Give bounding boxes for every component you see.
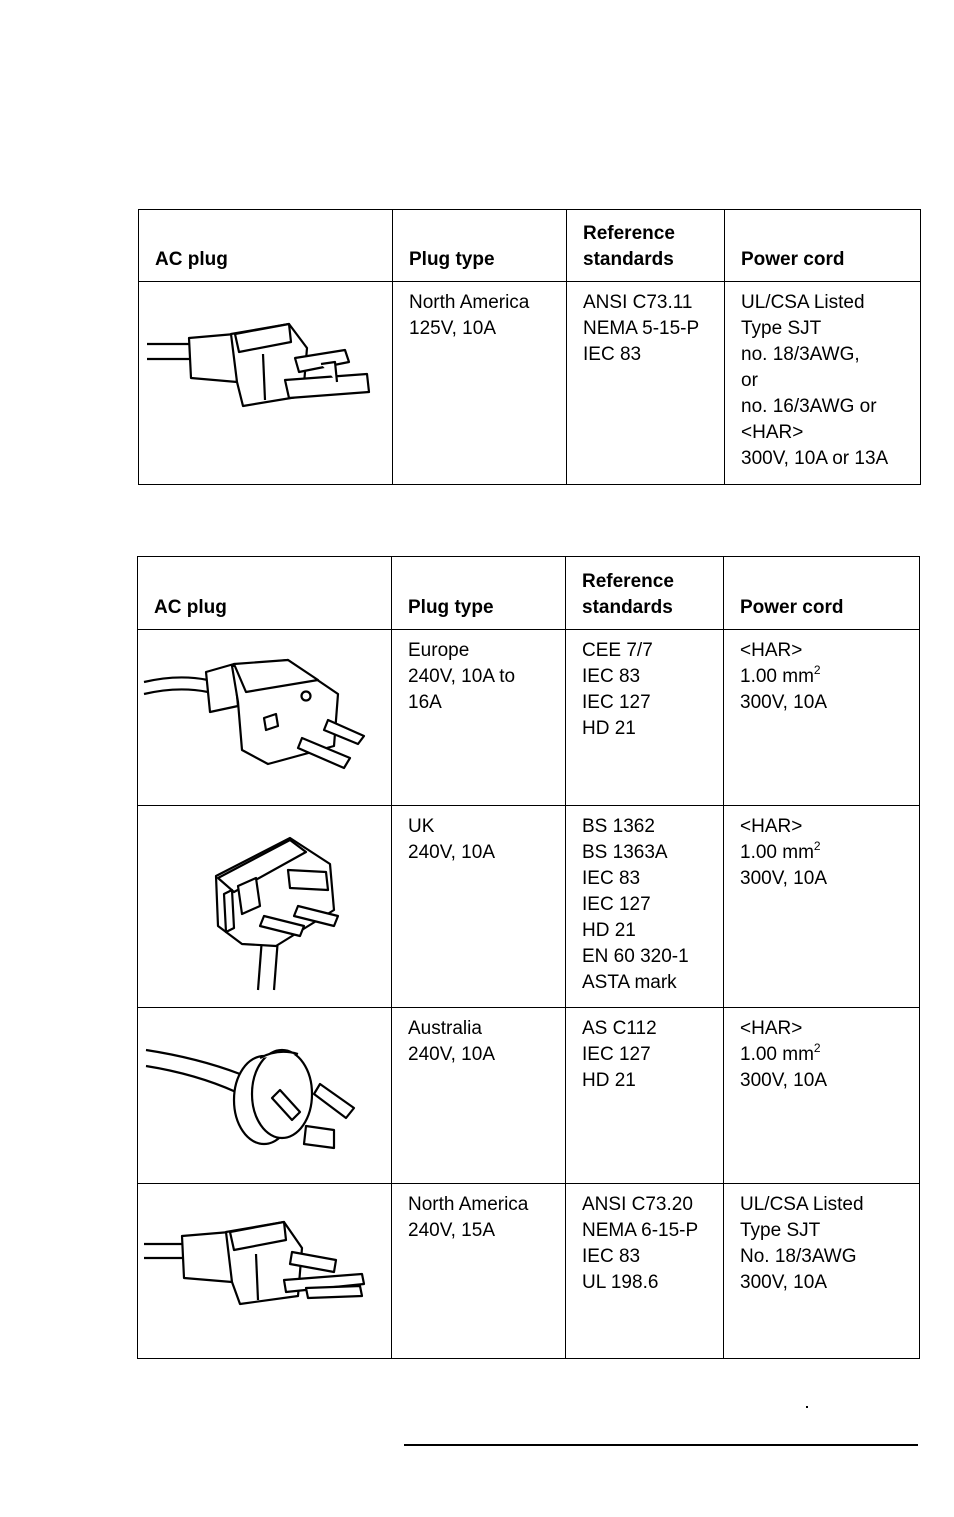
power-cord-cell: UL/CSA Listed Type SJT no. 18/3AWG, or no. 16/3AWG or <HAR> 300V, 10A or 13A [725, 282, 921, 485]
ac-plug-cell [138, 630, 392, 806]
table-row [138, 806, 920, 1008]
europe-schuko-plug-icon [138, 630, 392, 802]
header-power-cord: Power cord [724, 557, 920, 630]
scan-speck [806, 1406, 808, 1408]
header-power-cord: Power cord [725, 210, 921, 282]
header-plug-type: Plug type [393, 210, 567, 282]
uk-bs1363-plug-icon [138, 806, 392, 1004]
reference-standards-cell: ANSI C73.11 NEMA 5-15-P IEC 83 [567, 282, 725, 485]
plug-type-cell: North America 125V, 10A [393, 282, 567, 485]
us-240v-plug-icon [138, 1184, 392, 1356]
footer-rule [404, 1444, 918, 1446]
header-ac-plug: AC plug [139, 210, 393, 282]
australia-plug-icon [138, 1008, 392, 1180]
plug-type-cell: UK 240V, 10A [392, 806, 566, 1008]
header-reference-standards: Reference standards [566, 557, 724, 630]
reference-standards-cell: CEE 7/7 IEC 83 IEC 127 HD 21 [566, 630, 724, 806]
ac-plug-cell [138, 1184, 392, 1359]
ac-plug-cell [139, 282, 393, 485]
plug-type-cell: North America 240V, 15A [392, 1184, 566, 1359]
reference-standards-cell: BS 1362 BS 1363A IEC 83 IEC 127 HD 21 EN 60 320-1 ASTA mark [566, 806, 724, 1008]
table-row [138, 1008, 920, 1184]
table-header-row [139, 210, 921, 282]
ac-plug-cell [138, 806, 392, 1008]
table-row [138, 630, 920, 806]
power-cord-cell: <HAR> 1.00 $mm^2$ 300V, 10A [724, 1008, 920, 1184]
reference-standards-cell: ANSI C73.20 NEMA 6-15-P IEC 83 UL 198.6 [566, 1184, 724, 1359]
plug-type-cell: Europe 240V, 10A to 16A [392, 630, 566, 806]
power-cord-cell: <HAR> 1.00 $mm^2$ 300V, 10A [724, 806, 920, 1008]
plug-type-cell: Australia 240V, 10A [392, 1008, 566, 1184]
us-3-prong-plug-icon [139, 282, 393, 482]
table-row [139, 282, 921, 485]
power-cord-cell: <HAR> 1.00 $mm^2$ 300V, 10A [724, 630, 920, 806]
ac-plug-cell [138, 1008, 392, 1184]
header-plug-type: Plug type [392, 557, 566, 630]
table-header-row [138, 557, 920, 630]
header-ac-plug: AC plug [138, 557, 392, 630]
plug-spec-table-1 [138, 209, 921, 485]
header-reference-standards: Reference standards [567, 210, 725, 282]
plug-spec-table-2 [137, 556, 920, 1359]
table-row [138, 1184, 920, 1359]
power-cord-cell: UL/CSA Listed Type SJT No. 18/3AWG 300V, 10A [724, 1184, 920, 1359]
reference-standards-cell: AS C112 IEC 127 HD 21 [566, 1008, 724, 1184]
